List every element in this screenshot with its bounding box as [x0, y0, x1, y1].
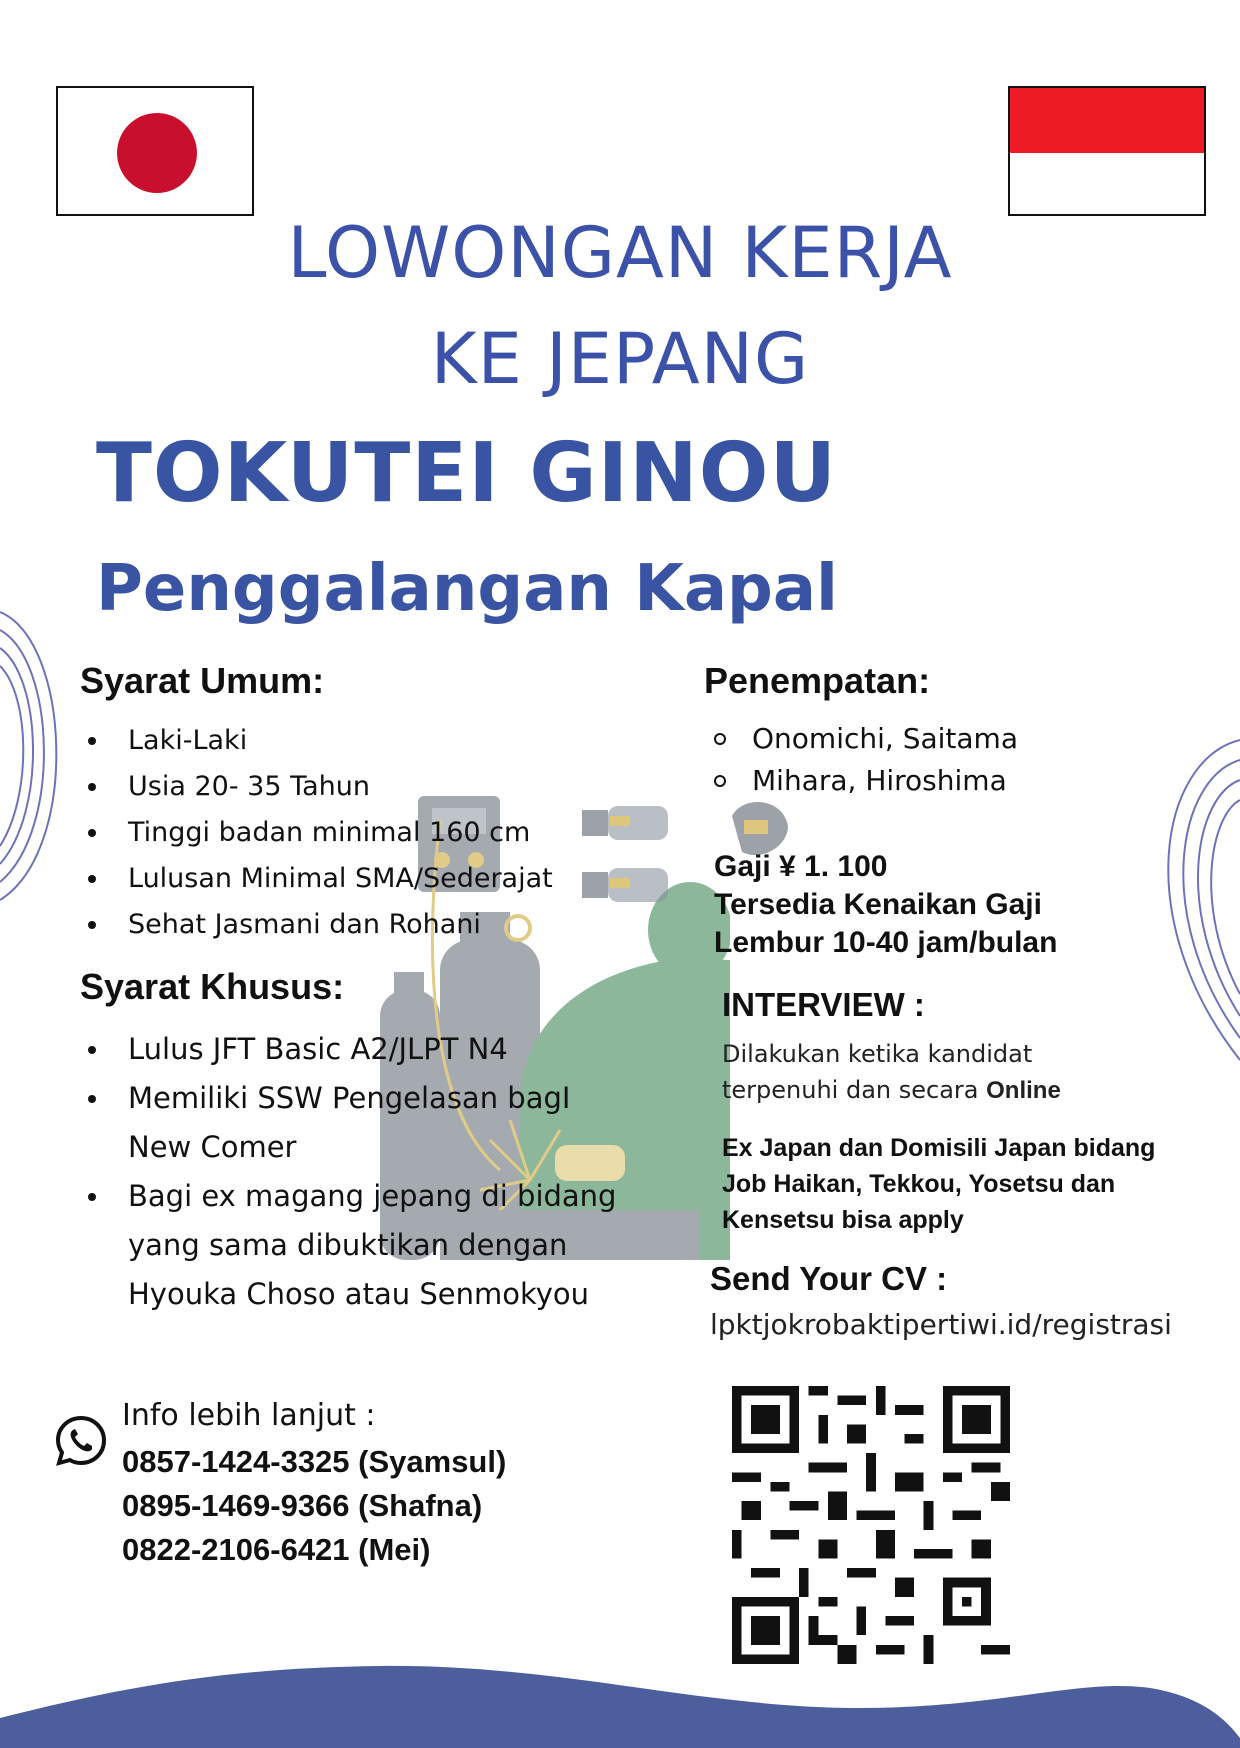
phone-number[interactable]: 0857-1424-3325 (Syamsul)	[122, 1444, 507, 1479]
info-label: Info lebih lanjut :	[122, 1398, 376, 1433]
syarat-umum-list	[80, 718, 640, 948]
interview-description: Dilakukan ketika kandidat terpenuhi dan secara	[722, 1040, 1033, 1104]
list-item: Mihara, Hiroshima	[704, 760, 1204, 802]
indonesia-flag	[1008, 86, 1206, 216]
list-item: Bagi ex magang jepang di bidang yang sama dibuktikan dengan Hyouka Choso atau Senmokyou	[80, 1172, 640, 1319]
qr-code[interactable]	[732, 1386, 1010, 1664]
list-item: Sehat Jasmani dan Rohani	[80, 902, 640, 948]
syarat-khusus-heading: Syarat Khusus:	[80, 966, 345, 1007]
field-title: Penggalangan Kapal	[96, 552, 838, 626]
syarat-khusus-list	[80, 1025, 640, 1319]
salary-text: Gaji ¥ 1. 100	[714, 850, 888, 883]
title-line-1: LOWONGAN KERJA	[287, 212, 953, 294]
interview-online: Online	[986, 1077, 1061, 1104]
title-line-2: KE JEPANG	[430, 318, 810, 400]
list-item: Lulus JFT Basic A2/JLPT N4	[80, 1025, 640, 1074]
penempatan-heading: Penempatan:	[704, 660, 931, 701]
phone-number[interactable]: 0822-2106-6421 (Mei)	[122, 1532, 431, 1567]
whatsapp-icon[interactable]	[54, 1414, 108, 1468]
penempatan-list	[704, 718, 1204, 802]
list-item: Memiliki SSW Pengelasan bagI New Comer	[80, 1074, 640, 1172]
raise-text: Tersedia Kenaikan Gaji	[714, 888, 1042, 921]
bottom-wave	[0, 1648, 1240, 1748]
left-arc-decoration	[0, 600, 90, 920]
gaji-block	[714, 848, 1057, 962]
list-item: Tinggi badan minimal 160 cm	[80, 810, 640, 856]
interview-heading: INTERVIEW :	[722, 986, 925, 1023]
japan-flag	[56, 86, 254, 216]
list-item: Usia 20- 35 Tahun	[80, 764, 640, 810]
phone-number[interactable]: 0895-1469-9366 (Shafna)	[122, 1488, 483, 1523]
cv-url-link[interactable]: lpktjokrobaktipertiwi.id/registrasi	[710, 1308, 1172, 1341]
list-item: Laki-Laki	[80, 718, 640, 764]
cv-heading: Send Your CV :	[710, 1260, 948, 1297]
interview-text	[722, 1036, 1122, 1109]
syarat-umum-heading: Syarat Umum:	[80, 660, 325, 701]
overtime-text: Lembur 10-40 jam/bulan	[714, 926, 1058, 959]
list-item: Onomichi, Saitama	[704, 718, 1204, 760]
ex-japan-text: Ex Japan dan Domisili Japan bidang Job Haikan, Tekkou, Yosetsu dan Kensetsu bisa apply	[722, 1134, 1156, 1234]
program-title: TOKUTEI GINOU	[96, 426, 838, 521]
list-item: Lulusan Minimal SMA/Sederajat	[80, 856, 640, 902]
phone-list	[122, 1440, 506, 1572]
